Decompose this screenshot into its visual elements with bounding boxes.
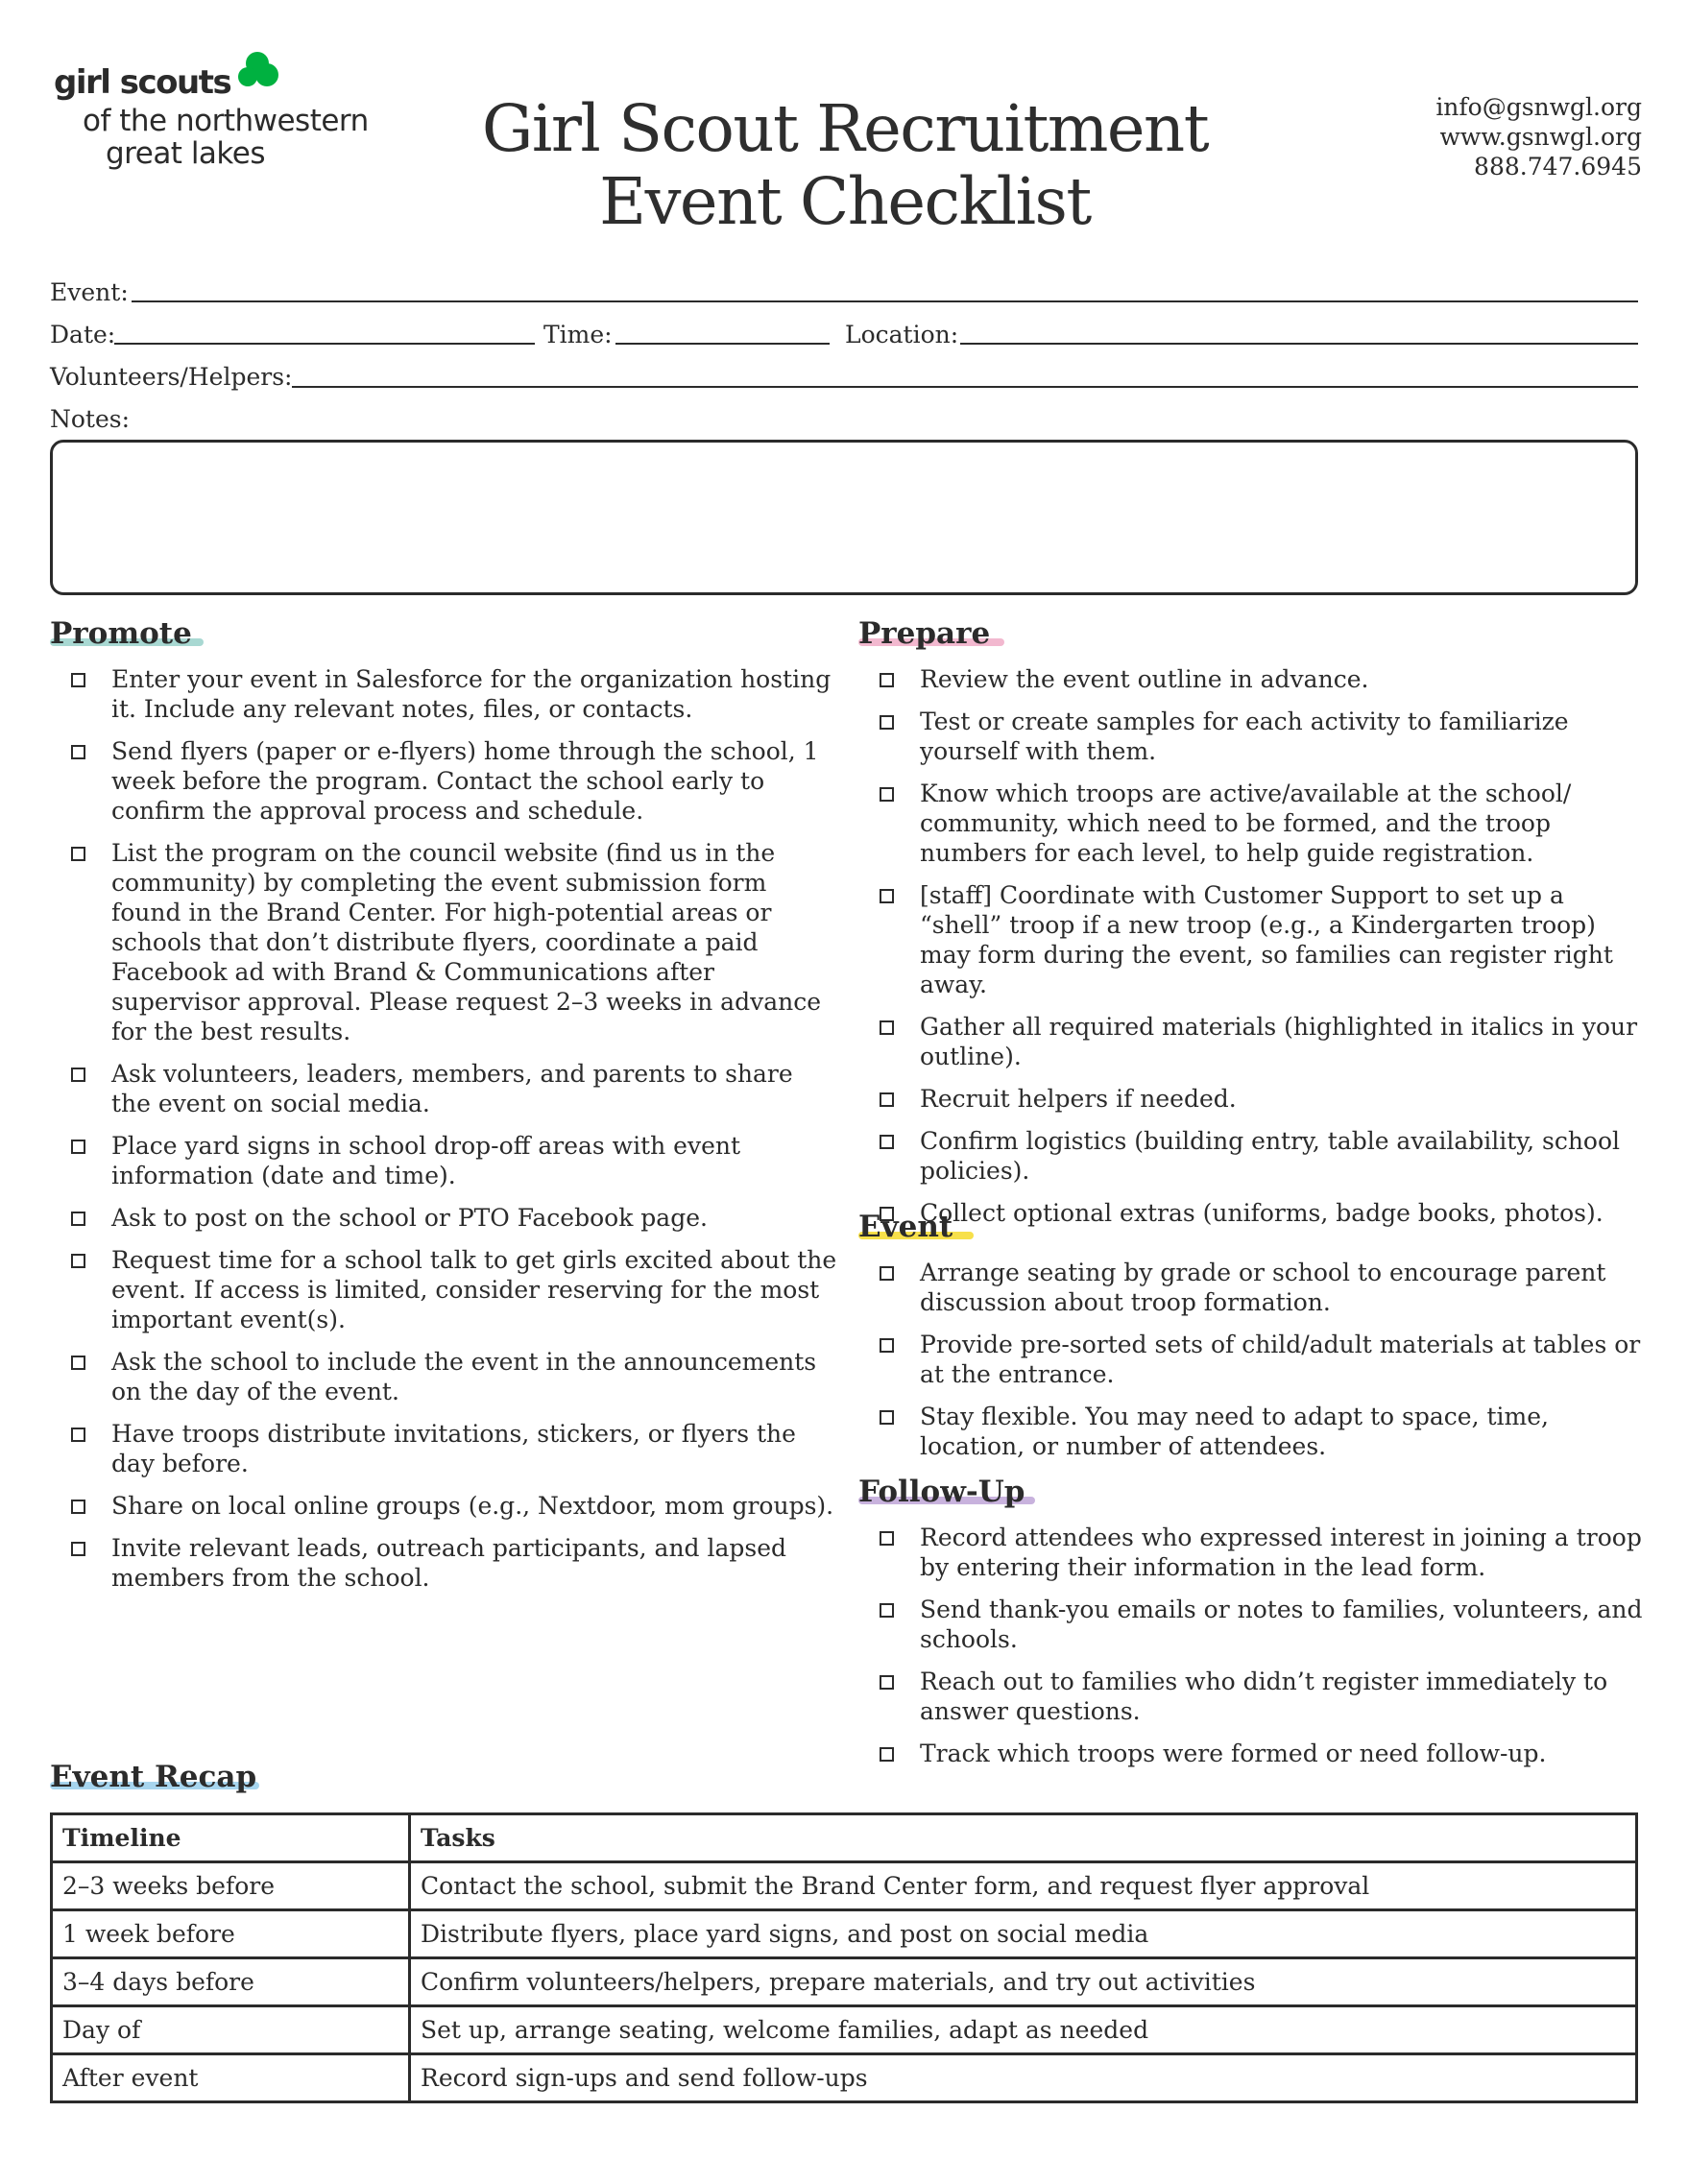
page-title — [403, 92, 1287, 238]
checkbox[interactable] — [880, 1747, 894, 1762]
checklist-item[interactable]: Ask the school to include the event in the announcements on the day of the event. — [50, 1347, 837, 1406]
checkbox[interactable] — [71, 1500, 85, 1514]
checkbox[interactable] — [880, 1266, 894, 1281]
table-row — [52, 1862, 1637, 1910]
table-header-row — [52, 1814, 1637, 1862]
checkbox[interactable] — [880, 787, 894, 802]
checkbox[interactable] — [880, 1531, 894, 1546]
checkbox[interactable] — [880, 1135, 894, 1149]
contact-website[interactable]: www.gsnwgl.org — [1439, 123, 1642, 151]
volunteers-label: Volunteers/Helpers: — [50, 363, 293, 391]
location-label: Location: — [845, 321, 959, 348]
tasks-cell: Confirm volunteers/helpers, prepare materials, and try out activities — [410, 1958, 1637, 2006]
checklist-item[interactable]: Provide pre-sorted sets of child/adult materials at tables or at the entrance. — [858, 1330, 1646, 1389]
table-header-timeline: Timeline — [52, 1814, 410, 1862]
checklist-item[interactable]: Share on local online groups (e.g., Nextdoor, mom groups). — [50, 1491, 837, 1521]
checklist-item[interactable]: Reach out to families who didn’t register immediately to answer questions. — [858, 1667, 1646, 1726]
checklist-item[interactable]: Test or create samples for each activity to familiarize yourself with them. — [858, 707, 1646, 766]
checklist-item[interactable]: Recruit helpers if needed. — [858, 1084, 1646, 1114]
notes-field[interactable] — [50, 440, 1638, 595]
checklist-item[interactable]: Collect optional extras (uniforms, badge books, photos). — [858, 1198, 1646, 1228]
recap-heading: Event Recap — [50, 1760, 257, 1794]
checklist-item[interactable]: Gather all required materials (highlighted in italics in your outline). — [858, 1012, 1646, 1071]
checkbox[interactable] — [71, 1212, 85, 1226]
checklist-item[interactable]: List the program on the council website (find us in the community) by completing the event submission form found in the Brand Center. For high-potential areas or schools that don’t distribute flyers, coordinate a paid Facebook ad with Brand & Communications after supervisor approval. Please request 2–3 weeks in advance for the best results. — [50, 838, 837, 1046]
checkbox[interactable] — [880, 1338, 894, 1353]
logo-subtitle-line1: of the northwestern — [83, 104, 369, 138]
checklist-item[interactable]: Track which troops were formed or need follow-up. — [858, 1739, 1646, 1768]
checklist-item[interactable]: Enter your event in Salesforce for the organization hosting it. Include any relevant notes, files, or contacts. — [50, 664, 837, 724]
checkbox[interactable] — [71, 1068, 85, 1082]
checklist-item[interactable]: Ask volunteers, leaders, members, and parents to share the event on social media. — [50, 1059, 837, 1118]
event-field[interactable] — [132, 300, 1638, 302]
date-field[interactable] — [114, 343, 535, 345]
logo-brand-text: girl scouts — [54, 63, 231, 102]
checkbox[interactable] — [880, 1020, 894, 1035]
tasks-cell: Set up, arrange seating, welcome families, adapt as needed — [410, 2006, 1637, 2054]
timeline-cell: After event — [52, 2054, 410, 2102]
checkbox[interactable] — [71, 745, 85, 759]
page-title-line1: Girl Scout Recruitment — [481, 91, 1209, 166]
contact-email[interactable]: info@gsnwgl.org — [1435, 93, 1642, 121]
promote-checklist — [50, 664, 837, 1593]
prepare-checklist — [858, 664, 1646, 1228]
checklist-item[interactable]: Send flyers (paper or e-flyers) home through the school, 1 week before the program. Contact the school early to confirm the approval process and schedule. — [50, 736, 837, 826]
checklist-item[interactable]: Confirm logistics (building entry, table availability, school policies). — [858, 1126, 1646, 1186]
timeline-cell: 3–4 days before — [52, 1958, 410, 2006]
checkbox[interactable] — [880, 673, 894, 687]
tasks-cell: Record sign-ups and send follow-ups — [410, 2054, 1637, 2102]
checkbox[interactable] — [880, 715, 894, 730]
checklist-item[interactable]: Have troops distribute invitations, stickers, or flyers the day before. — [50, 1419, 837, 1478]
checklist-item[interactable]: Know which troops are active/available at the school/ community, which need to be formed, and the troop numbers for each level, to help guide registration. — [858, 779, 1646, 868]
checkbox[interactable] — [880, 1092, 894, 1107]
event-heading: Event — [858, 1210, 953, 1244]
timeline-cell: 2–3 weeks before — [52, 1862, 410, 1910]
checklist-item[interactable]: Send thank-you emails or notes to families, volunteers, and schools. — [858, 1595, 1646, 1654]
checkbox[interactable] — [71, 1254, 85, 1268]
checklist-item[interactable]: Invite relevant leads, outreach participants, and lapsed members from the school. — [50, 1533, 837, 1593]
followup-checklist — [858, 1523, 1646, 1768]
table-header-tasks: Tasks — [410, 1814, 1637, 1862]
checkbox[interactable] — [71, 1428, 85, 1442]
checkbox[interactable] — [880, 1675, 894, 1690]
contact-info — [1335, 92, 1642, 181]
table-row — [52, 1910, 1637, 1958]
checklist-item[interactable]: Arrange seating by grade or school to encourage parent discussion about troop formation. — [858, 1258, 1646, 1317]
checkbox[interactable] — [71, 1542, 85, 1556]
table-row — [52, 2006, 1637, 2054]
table-row — [52, 2054, 1637, 2102]
timeline-cell: Day of — [52, 2006, 410, 2054]
notes-label: Notes: — [50, 405, 131, 433]
checkbox[interactable] — [71, 847, 85, 861]
checkbox[interactable] — [880, 889, 894, 903]
location-field[interactable] — [960, 343, 1638, 345]
tasks-cell: Contact the school, submit the Brand Center form, and request flyer approval — [410, 1862, 1637, 1910]
time-label: Time: — [543, 321, 613, 348]
organization-logo — [54, 50, 380, 175]
checklist-item[interactable]: Request time for a school talk to get girls excited about the event. If access is limited, consider reserving for the most important event(s). — [50, 1245, 837, 1334]
page-title-line2: Event Checklist — [599, 164, 1091, 239]
event-checklist — [858, 1258, 1646, 1461]
checkbox[interactable] — [71, 673, 85, 687]
checklist-item[interactable]: Record attendees who expressed interest in joining a troop by entering their information in the lead form. — [858, 1523, 1646, 1582]
contact-phone: 888.747.6945 — [1474, 153, 1642, 180]
checklist-item[interactable]: [staff] Coordinate with Customer Support to set up a “shell” troop if a new troop (e.g., a Kindergarten troop) may form during the event, so families can register right away. — [858, 880, 1646, 999]
event-label: Event: — [50, 278, 129, 306]
timeline-cell: 1 week before — [52, 1910, 410, 1958]
date-label: Date: — [50, 321, 116, 348]
volunteers-field[interactable] — [292, 386, 1638, 388]
logo-subtitle-line2: great lakes — [106, 136, 265, 171]
table-row — [52, 1958, 1637, 2006]
checklist-item[interactable]: Ask to post on the school or PTO Facebook page. — [50, 1203, 837, 1233]
checkbox[interactable] — [880, 1410, 894, 1425]
recap-table — [50, 1812, 1638, 2103]
checklist-item[interactable]: Place yard signs in school drop-off areas with event information (date and time). — [50, 1131, 837, 1190]
tasks-cell: Distribute flyers, place yard signs, and post on social media — [410, 1910, 1637, 1958]
promote-heading: Promote — [50, 616, 192, 651]
checkbox[interactable] — [71, 1140, 85, 1154]
checklist-item[interactable]: Stay flexible. You may need to adapt to space, time, location, or number of attendees. — [858, 1402, 1646, 1461]
checklist-item[interactable]: Review the event outline in advance. — [858, 664, 1646, 694]
followup-heading: Follow-Up — [858, 1475, 1025, 1509]
prepare-heading: Prepare — [858, 616, 991, 651]
time-field[interactable] — [615, 343, 830, 345]
checkbox[interactable] — [71, 1356, 85, 1370]
checkbox[interactable] — [880, 1603, 894, 1618]
